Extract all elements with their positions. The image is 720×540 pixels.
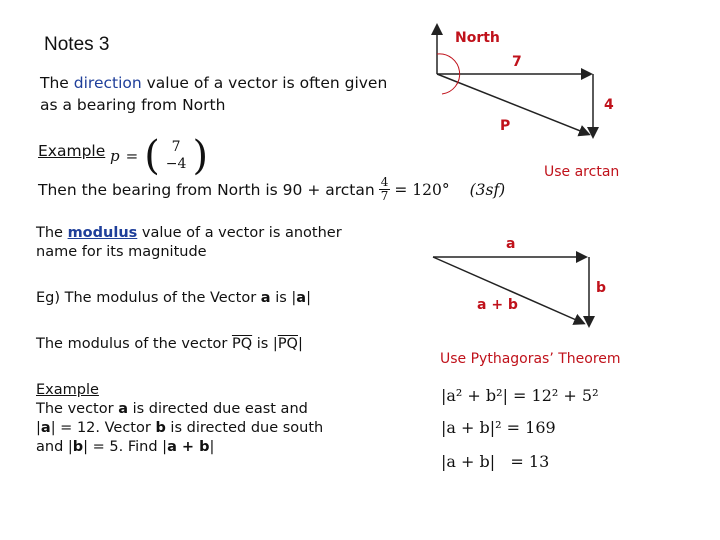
- label-a-plus-b: a + b: [477, 297, 518, 313]
- eg-text: Eg) The modulus of the Vector: [36, 290, 261, 306]
- ex-text: | = 12. Vector: [50, 420, 156, 436]
- vector-a: a: [40, 420, 51, 436]
- sum-diagram: [425, 245, 605, 335]
- use-pythagoras-note: Use Pythagoras’ Theorem: [440, 351, 621, 367]
- vector-pq: $\overline{PQ}$: [231, 336, 253, 352]
- bearing-result: = 120°: [394, 180, 450, 199]
- page-title: Notes 3: [44, 34, 110, 55]
- pq-text: |: [297, 336, 303, 352]
- eg-modulus-a: [36, 289, 311, 308]
- intro-line-2: as a bearing from North: [40, 96, 226, 114]
- vector-a: a: [118, 401, 128, 417]
- intro-text: The: [40, 74, 74, 92]
- modulus-definition: [36, 224, 366, 262]
- label-4: 4: [604, 97, 614, 113]
- label-a: a: [506, 236, 516, 252]
- direction-word: direction: [73, 74, 142, 92]
- modulus-text: value of a vector is another: [137, 225, 342, 241]
- label-7: 7: [512, 54, 522, 70]
- vector-b: b: [72, 439, 84, 455]
- vector-a: a: [296, 290, 307, 306]
- ex-text: and |: [36, 439, 73, 455]
- modulus-line-2: name for its magnitude: [36, 244, 207, 260]
- pq-text: The modulus of the vector: [36, 336, 232, 352]
- ex-text: is directed due south: [165, 420, 324, 436]
- vector-top: 7: [171, 139, 181, 155]
- vector-p-arrow: [437, 74, 588, 134]
- pq-text: is |: [252, 336, 278, 352]
- bearing-line: [38, 176, 505, 203]
- vector-a: a: [260, 290, 271, 306]
- bearing-text: Then the bearing from North is 90 + arctan: [38, 180, 375, 199]
- vector-b: b: [155, 420, 166, 436]
- intro-text: value of a vector is often given: [141, 74, 388, 92]
- example-label: Example: [38, 142, 106, 160]
- p-vector: [110, 133, 209, 179]
- ex-text: is directed due east and: [127, 401, 308, 417]
- ex-text: |: [36, 420, 41, 436]
- fraction-num: 4: [380, 175, 389, 189]
- north-label: North: [455, 30, 500, 46]
- right-paren: ): [192, 133, 209, 179]
- vector-a-plus-b: a + b: [167, 439, 210, 455]
- ex-text: | = 5. Find |: [83, 439, 168, 455]
- vector-components: [166, 139, 187, 173]
- fraction-4-7: [379, 176, 391, 203]
- use-arctan-note: Use arctan: [544, 164, 620, 180]
- example-2-heading: Example: [36, 382, 99, 398]
- vector-pq: $\overline{PQ}$: [277, 336, 298, 352]
- left-paren: (: [144, 133, 160, 179]
- pq-modulus: [36, 335, 303, 354]
- vector-a-plus-b-arrow: [433, 257, 583, 323]
- equation-2: |a + b|² = 169: [441, 418, 556, 437]
- bearing-diagram: [420, 20, 620, 140]
- equation-1: |a² + b²| = 12² + 5²: [441, 386, 599, 405]
- p-symbol: p: [110, 147, 120, 165]
- sf-note: (3sf): [469, 180, 506, 199]
- direction-intro: [40, 72, 410, 116]
- ex-text: |: [209, 439, 215, 455]
- modulus-word: modulus: [67, 225, 138, 241]
- label-b: b: [596, 280, 607, 296]
- eg-text: |: [306, 290, 311, 306]
- equation-3: |a + b| = 13: [441, 452, 550, 471]
- eg-text: is |: [270, 290, 297, 306]
- example-2: [36, 381, 356, 457]
- label-p: P: [500, 118, 511, 134]
- vector-bottom: −4: [165, 156, 187, 172]
- ex-text: The vector: [36, 401, 119, 417]
- equals-sign: =: [125, 147, 139, 165]
- fraction-den: 7: [380, 189, 389, 203]
- modulus-text: The: [36, 225, 68, 241]
